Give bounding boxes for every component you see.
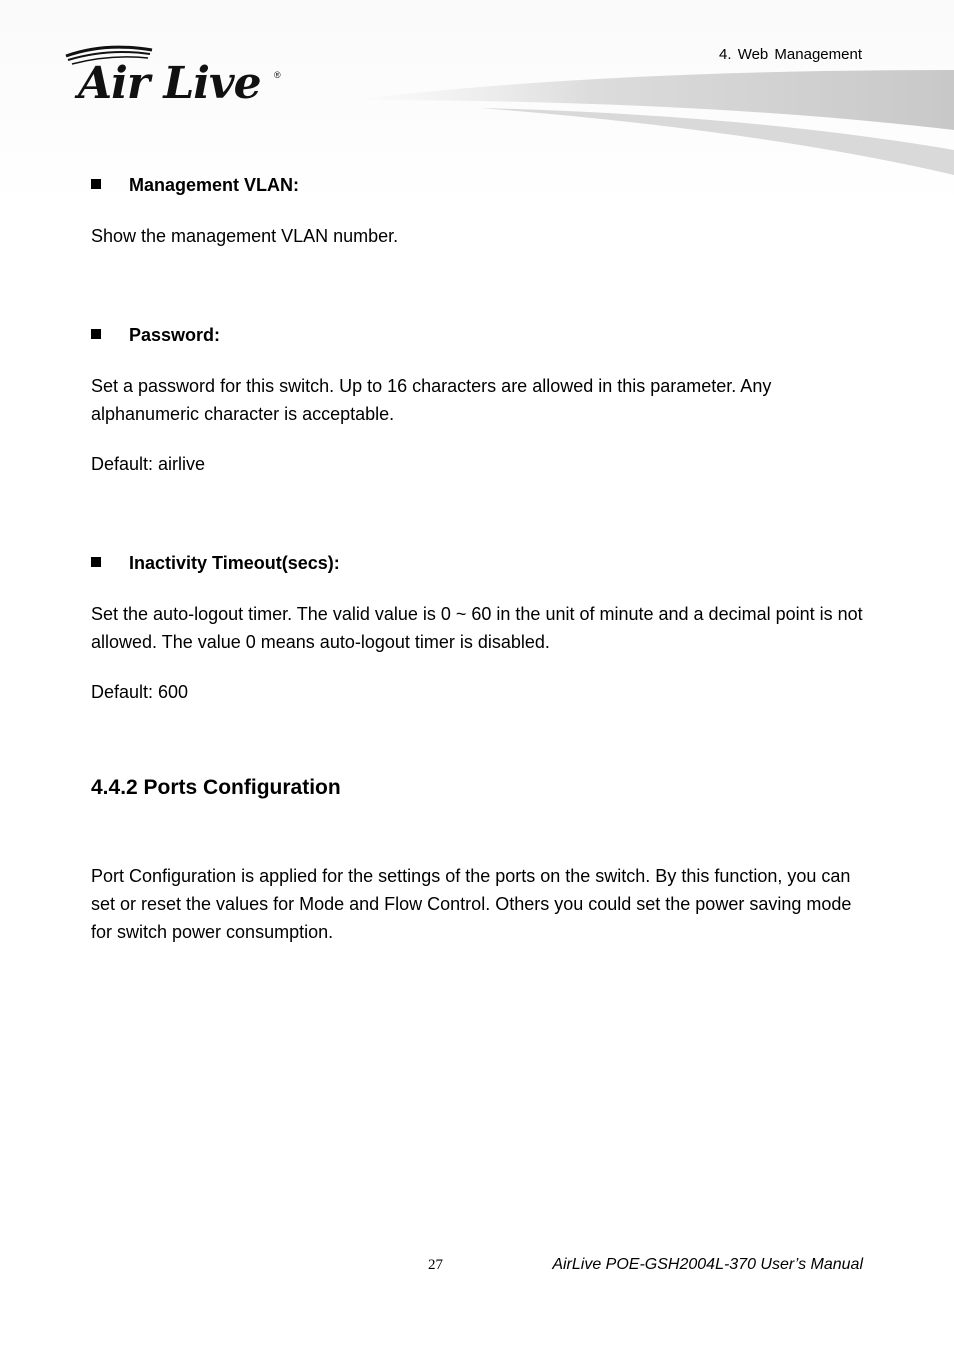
logo-wordmark: Air Live [78,58,261,109]
password-description: Set a password for this switch. Up to 16 characters are allowed in this parameter. Any alphanumeric character is acceptable. [91,376,772,424]
management-vlan-heading [91,175,299,196]
bullet-square-icon [91,557,101,567]
management-vlan-description: Show the management VLAN number. [91,226,399,246]
inactivity-timeout-heading [91,553,340,574]
ports-configuration-description: Port Configuration is applied for the settings of the ports on the switch. By this function, you can set or reset the values for Mode and Flow Control. Others you could set the power saving mode for switch power consumption. [91,866,852,942]
manual-title: AirLive POE-GSH2004L-370 User’s Manual [552,1256,863,1273]
ports-configuration-title: 4.4.2 Ports Configuration [91,776,341,799]
inactivity-timeout-default: Default: 600 [91,682,189,702]
password-heading [91,325,220,346]
password-default: Default: airlive [91,454,206,474]
inactivity-timeout-heading-text: Inactivity Timeout(secs): [129,553,340,573]
page-number: 27 [428,1257,443,1273]
management-vlan-heading-text: Management VLAN: [129,175,300,195]
inactivity-timeout-description: Set the auto-logout timer. The valid value is 0 ~ 60 in the unit of minute and a decimal point is not allowed. The value 0 means auto-logout timer is disabled. [91,604,863,652]
bullet-square-icon [91,329,101,339]
chapter-heading: 4. Web Management [719,46,862,63]
airlive-logo [60,40,290,110]
password-heading-text: Password: [129,325,221,345]
logo-registered-mark: ® [274,70,281,80]
bullet-square-icon [91,179,101,189]
